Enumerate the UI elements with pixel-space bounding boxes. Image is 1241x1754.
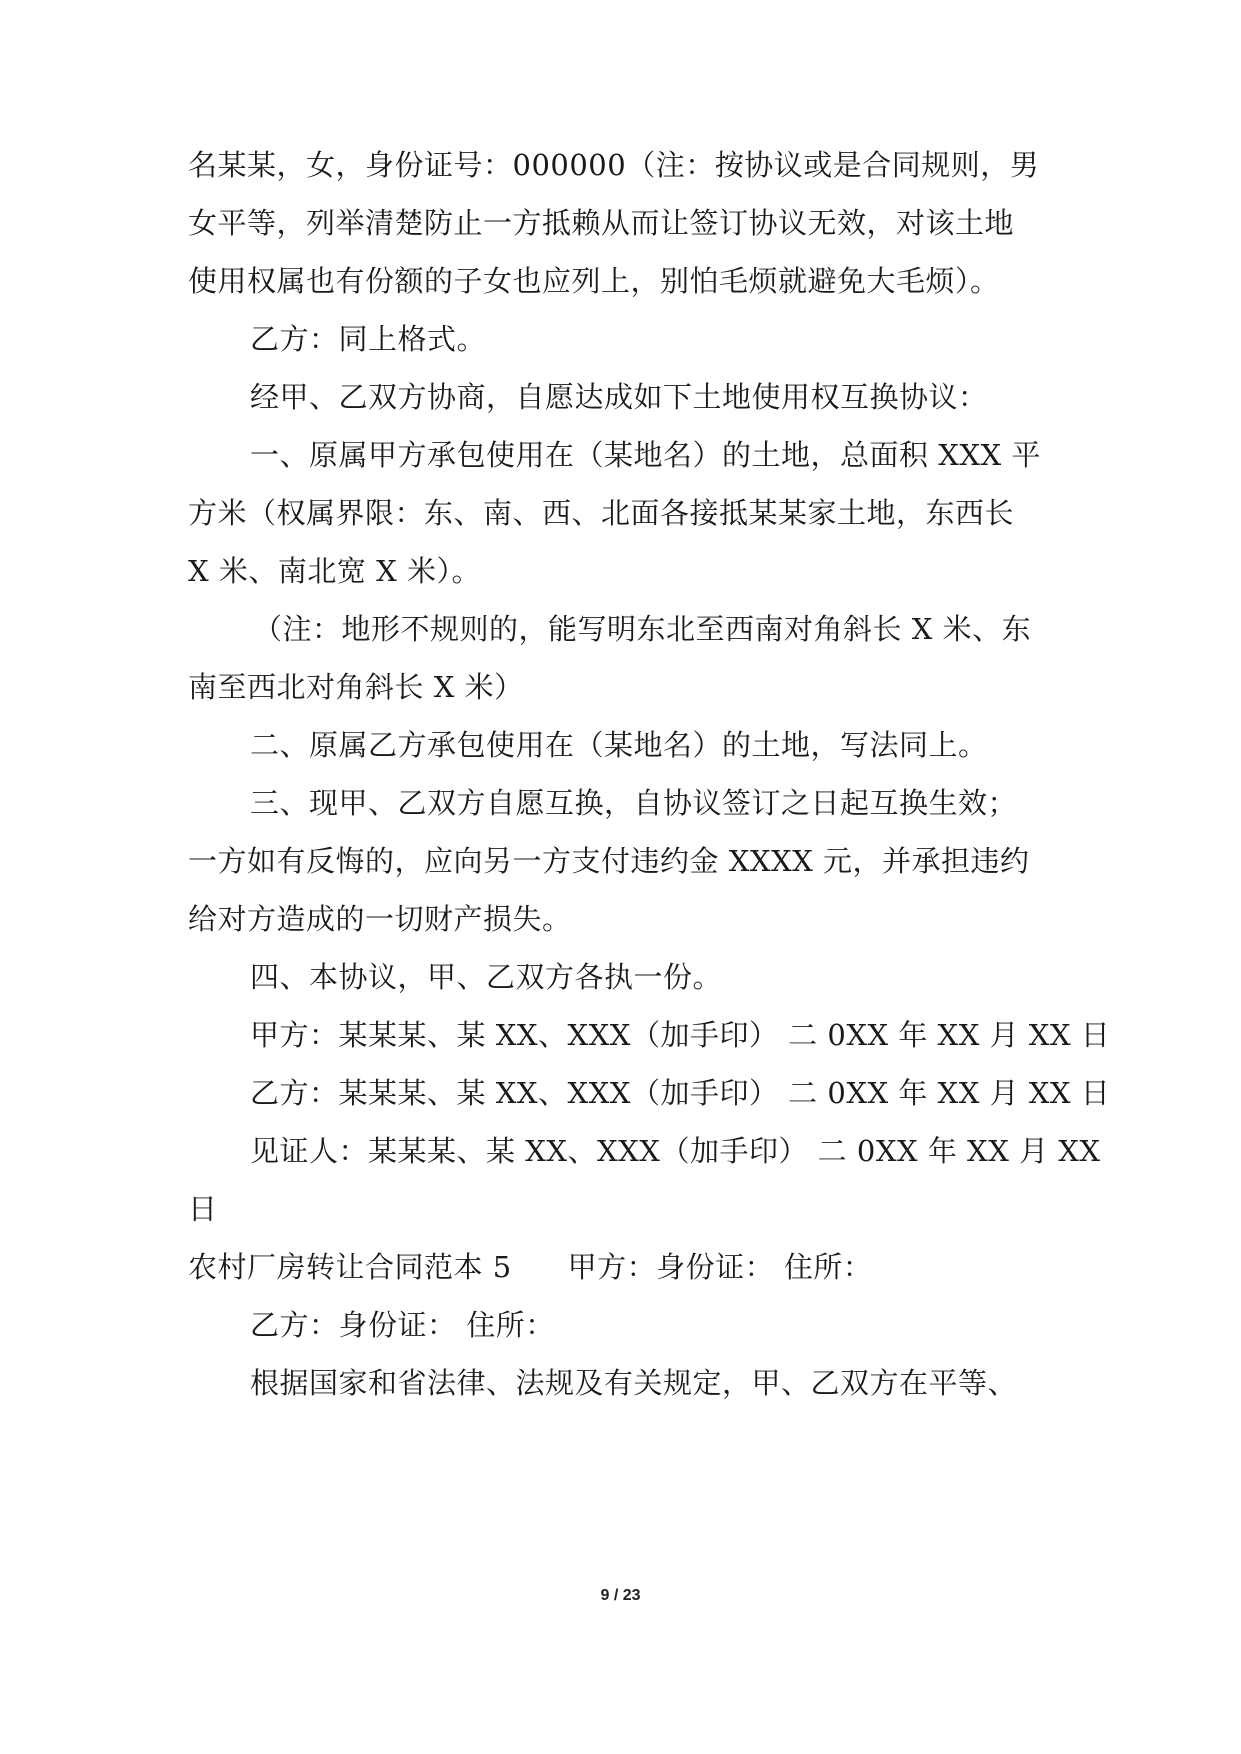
text-line: 南至西北对角斜长 X 米） xyxy=(188,670,524,704)
text-line: 三、现甲、乙双方自愿互换，自协议签订之日起互换生效； xyxy=(250,786,1018,820)
text-line: 四、本协议，甲、乙双方各执一份。 xyxy=(250,960,723,994)
page-number: 9 / 23 xyxy=(600,1587,641,1604)
signature-line-party-a: 甲方：某某某、某 XX、XXX（加手印） 二 0XX 年 XX 月 XX 日 xyxy=(250,1018,1111,1052)
text-line: X 米、南北宽 X 米）。 xyxy=(188,554,481,588)
text-line: 一、原属甲方承包使用在（某地名）的土地，总面积 XXX 平 xyxy=(250,438,1041,472)
text-line: 方米（权属界限：东、南、西、北面各接抵某某家土地，东西长 xyxy=(188,496,1015,530)
party-a-info: 甲方：身份证： 住所： xyxy=(567,1250,873,1284)
signature-line-witness: 见证人：某某某、某 XX、XXX（加手印） 二 0XX 年 XX 月 XX xyxy=(250,1134,1101,1168)
text-line: 女平等，列举清楚防止一方抵赖从而让签订协议无效，对该土地 xyxy=(188,206,1015,240)
text-line: 给对方造成的一切财产损失。 xyxy=(188,902,572,936)
text-line: 日 xyxy=(188,1192,218,1226)
text-line: 名某某，女，身份证号：000000（注：按协议或是合同规则，男 xyxy=(188,148,1040,182)
text-line: 使用权属也有份额的子女也应列上，别怕毛烦就避免大毛烦）。 xyxy=(188,264,1000,298)
text-line: 经甲、乙双方协商，自愿达成如下土地使用权互换协议： xyxy=(250,380,988,414)
text-line: 根据国家和省法律、法规及有关规定，甲、乙双方在平等、 xyxy=(250,1366,1018,1400)
text-line: 二、原属乙方承包使用在（某地名）的土地，写法同上。 xyxy=(250,728,988,762)
section-title: 农村厂房转让合同范本 5 xyxy=(188,1250,512,1284)
text-line: 一方如有反悔的，应向另一方支付违约金 XXXX 元，并承担违约 xyxy=(188,844,1030,878)
text-line: 乙方：同上格式。 xyxy=(250,322,487,356)
text-line: （注：地形不规则的，能写明东北至西南对角斜长 X 米、东 xyxy=(253,612,1032,646)
party-b-info: 乙方：身份证： 住所： xyxy=(250,1308,555,1342)
signature-line-party-b: 乙方：某某某、某 XX、XXX（加手印） 二 0XX 年 XX 月 XX 日 xyxy=(250,1076,1111,1110)
section-heading-line xyxy=(188,1247,872,1287)
